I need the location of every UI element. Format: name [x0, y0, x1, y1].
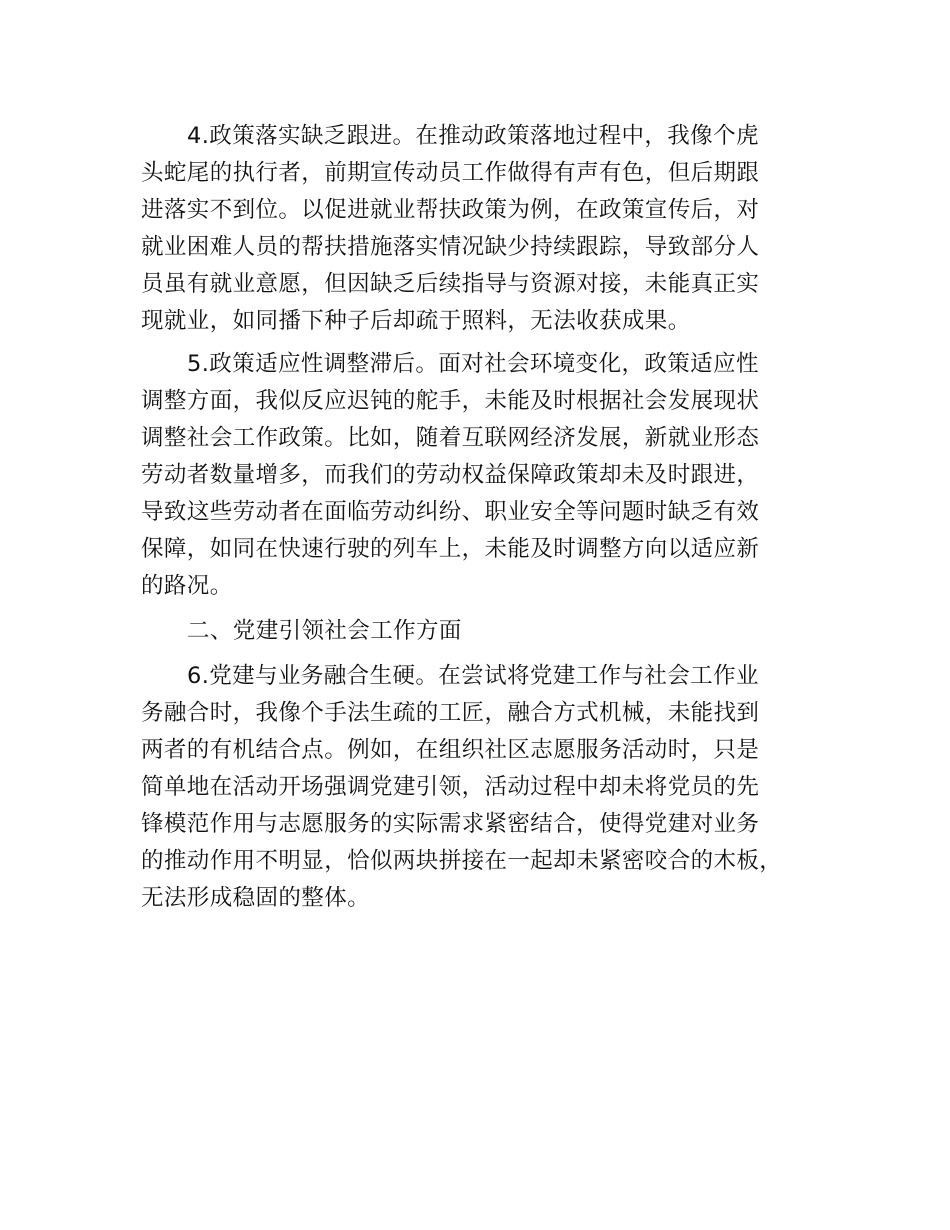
paragraph-policy-follow-up	[141, 118, 821, 340]
text-line: 劳动者数量增多，而我们的劳动权益保障政策却未及时跟进，	[141, 462, 760, 488]
text-line: 调整社会工作政策。比如，随着互联网经济发展，新就业形态	[141, 425, 760, 451]
paragraph-gap	[141, 650, 821, 658]
text-line: 6.党建与业务融合生硬。在尝试将党建工作与社会工作业	[187, 663, 759, 689]
text-line: 简单地在活动开场强调党建引领，活动过程中却未将党员的先	[141, 774, 760, 800]
text-line: 调整方面，我似反应迟钝的舵手，未能及时根据社会发展现状	[141, 388, 760, 414]
text-line: 现就业，如同播下种子后却疏于照料，无法收获成果。	[141, 308, 691, 334]
section-heading-text: 二、党建引领社会工作方面	[187, 618, 462, 644]
section-heading	[141, 613, 821, 650]
text-line: 的推动作用不明显，恰似两块拼接在一起却未紧密咬合的木板，	[141, 848, 783, 874]
text-line: 进落实不到位。以促进就业帮扶政策为例，在政策宣传后，对	[141, 197, 760, 223]
paragraph-policy-adaptation	[141, 346, 821, 605]
paragraph-gap	[141, 605, 821, 613]
text-line: 两者的有机结合点。例如，在组织社区志愿服务活动时，只是	[141, 737, 760, 763]
text-line: 锋模范作用与志愿服务的实际需求紧密结合，使得党建对业务	[141, 811, 760, 837]
text-line: 务融合时，我像个手法生疏的工匠，融合方式机械，未能找到	[141, 700, 760, 726]
text-line: 就业困难人员的帮扶措施落实情况缺少持续跟踪，导致部分人	[141, 234, 760, 260]
paragraph-party-building-integration	[141, 658, 821, 917]
text-line: 头蛇尾的执行者，前期宣传动员工作做得有声有色，但后期跟	[141, 160, 760, 186]
text-line: 4.政策落实缺乏跟进。在推动政策落地过程中，我像个虎	[187, 123, 759, 149]
text-line: 员虽有就业意愿，但因缺乏后续指导与资源对接，未能真正实	[141, 271, 760, 297]
text-line: 无法形成稳固的整体。	[141, 885, 371, 911]
document-body	[141, 118, 821, 917]
text-line: 的路况。	[141, 573, 233, 599]
text-line: 5.政策适应性调整滞后。面对社会环境变化，政策适应性	[187, 351, 759, 377]
text-line: 导致这些劳动者在面临劳动纠纷、职业安全等问题时缺乏有效	[141, 499, 760, 525]
text-line: 保障，如同在快速行驶的列车上，未能及时调整方向以适应新	[141, 536, 760, 562]
